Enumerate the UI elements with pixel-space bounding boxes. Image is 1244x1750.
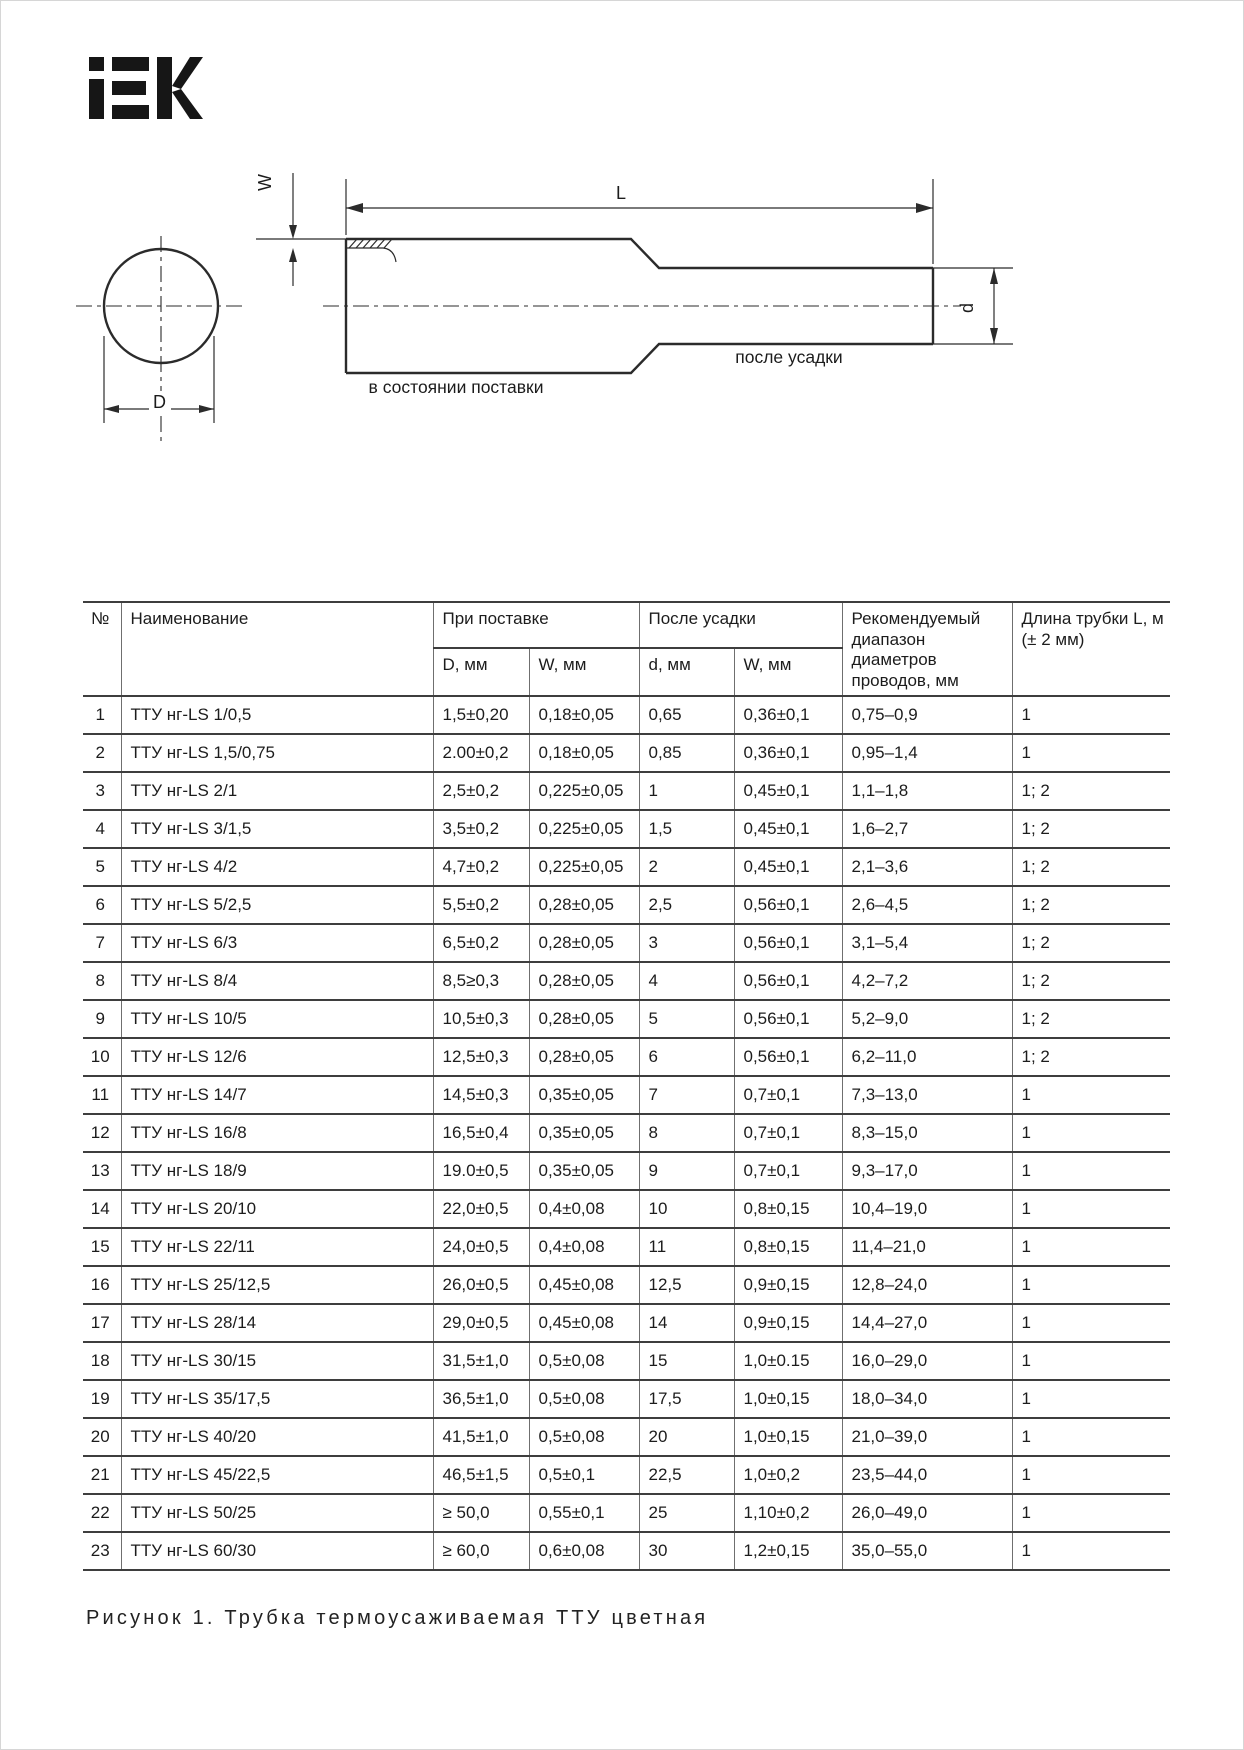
table-cell: 1,0±0,15 [734, 1380, 842, 1418]
table-cell: 23 [83, 1532, 121, 1570]
table-cell: 1; 2 [1012, 848, 1170, 886]
table-cell: ТТУ нг-LS 30/15 [121, 1342, 433, 1380]
table-cell: 0,35±0,05 [529, 1152, 639, 1190]
table-cell: ≥ 60,0 [433, 1532, 529, 1570]
table-cell: 0,7±0,1 [734, 1152, 842, 1190]
table-cell: 46,5±1,5 [433, 1456, 529, 1494]
table-cell: 0,45±0,1 [734, 772, 842, 810]
table-cell: 0,36±0,1 [734, 696, 842, 734]
table-cell: 1; 2 [1012, 1000, 1170, 1038]
table-cell: 10,4–19,0 [842, 1190, 1012, 1228]
table-cell: 2,6–4,5 [842, 886, 1012, 924]
col-header-range: Рекомендуемый диапазон диаметров проводов, мм [842, 602, 1012, 696]
table-cell: 0,56±0,1 [734, 886, 842, 924]
table-cell: 1; 2 [1012, 810, 1170, 848]
table-cell: 0,55±0,1 [529, 1494, 639, 1532]
table-cell: 1; 2 [1012, 924, 1170, 962]
table-cell: 4 [83, 810, 121, 848]
table-cell: 0,75–0,9 [842, 696, 1012, 734]
table-cell: 1 [1012, 1304, 1170, 1342]
table-cell: 1; 2 [1012, 962, 1170, 1000]
table-cell: 14 [639, 1304, 734, 1342]
table-cell: 5,2–9,0 [842, 1000, 1012, 1038]
table-cell: ТТУ нг-LS 35/17,5 [121, 1380, 433, 1418]
table-cell: 15 [639, 1342, 734, 1380]
table-cell: 1 [1012, 1190, 1170, 1228]
figure-caption: Рисунок 1. Трубка термоусаживаемая ТТУ цветная [86, 1607, 709, 1629]
table-cell: 2.00±0,2 [433, 734, 529, 772]
table-cell: 1 [1012, 696, 1170, 734]
table-cell: ТТУ нг-LS 8/4 [121, 962, 433, 1000]
table-cell: 0,225±0,05 [529, 848, 639, 886]
table-cell: ТТУ нг-LS 18/9 [121, 1152, 433, 1190]
table-cell: 14 [83, 1190, 121, 1228]
table-cell: 6 [83, 886, 121, 924]
table-cell: 16,0–29,0 [842, 1342, 1012, 1380]
table-cell: ТТУ нг-LS 60/30 [121, 1532, 433, 1570]
col-header-num: № [83, 602, 121, 696]
table-cell: 0,45±0,1 [734, 848, 842, 886]
table-row [83, 1532, 1170, 1570]
table-cell: 6,2–11,0 [842, 1038, 1012, 1076]
table-cell: 3 [83, 772, 121, 810]
table-cell: 1 [1012, 1076, 1170, 1114]
table-cell: 15 [83, 1228, 121, 1266]
table-cell: 8,3–15,0 [842, 1114, 1012, 1152]
table-cell: 26,0±0,5 [433, 1266, 529, 1304]
table-cell: 4,7±0,2 [433, 848, 529, 886]
col-group-at-delivery: При поставке [433, 602, 639, 648]
table-row [83, 1304, 1170, 1342]
table-cell: 3,5±0,2 [433, 810, 529, 848]
table-cell: 2 [639, 848, 734, 886]
table-cell: 0,4±0,08 [529, 1190, 639, 1228]
table-cell: 14,5±0,3 [433, 1076, 529, 1114]
supplied-state-label: в состоянии поставки [368, 377, 544, 397]
table-cell: ТТУ нг-LS 45/22,5 [121, 1456, 433, 1494]
table-cell: 31,5±1,0 [433, 1342, 529, 1380]
table-cell: 8 [83, 962, 121, 1000]
table-cell: 23,5–44,0 [842, 1456, 1012, 1494]
table-cell: 16,5±0,4 [433, 1114, 529, 1152]
table-cell: 22,0±0,5 [433, 1190, 529, 1228]
table-cell: ТТУ нг-LS 50/25 [121, 1494, 433, 1532]
table-cell: 18 [83, 1342, 121, 1380]
table-cell: ТТУ нг-LS 16/8 [121, 1114, 433, 1152]
table-cell: 17 [83, 1304, 121, 1342]
table-cell: 12,5±0,3 [433, 1038, 529, 1076]
dimension-label-D: D [153, 392, 166, 412]
table-cell: ТТУ нг-LS 14/7 [121, 1076, 433, 1114]
table-cell: 5 [639, 1000, 734, 1038]
table-cell: 3,1–5,4 [842, 924, 1012, 962]
table-cell: 30 [639, 1532, 734, 1570]
table-cell: 21,0–39,0 [842, 1418, 1012, 1456]
table-row [83, 848, 1170, 886]
table-row [83, 1456, 1170, 1494]
table-row [83, 696, 1170, 734]
table-cell: 0,45±0,08 [529, 1304, 639, 1342]
table-row [83, 1228, 1170, 1266]
table-cell: 1,5±0,20 [433, 696, 529, 734]
table-cell: 12,5 [639, 1266, 734, 1304]
table-cell: 2,5 [639, 886, 734, 924]
table-cell: 0,28±0,05 [529, 1000, 639, 1038]
col-header-W-mm2: W, мм [734, 648, 842, 696]
table-cell: 1 [1012, 1494, 1170, 1532]
table-cell: 5,5±0,2 [433, 886, 529, 924]
table-header [83, 602, 1170, 696]
table-cell: 1,6–2,7 [842, 810, 1012, 848]
table-cell: 1 [1012, 734, 1170, 772]
table-row [83, 810, 1170, 848]
iek-logo [89, 57, 203, 119]
table-cell: 1; 2 [1012, 772, 1170, 810]
table-cell: 0,45±0,08 [529, 1266, 639, 1304]
table-cell: 8 [639, 1114, 734, 1152]
table-row [83, 1418, 1170, 1456]
table-cell: 0,45±0,1 [734, 810, 842, 848]
table-row [83, 1494, 1170, 1532]
table-cell: ТТУ нг-LS 3/1,5 [121, 810, 433, 848]
table-cell: 0,18±0,05 [529, 734, 639, 772]
table-row [83, 1266, 1170, 1304]
col-header-length: Длина трубки L, м (± 2 мм) [1012, 602, 1170, 696]
table-cell: 0,28±0,05 [529, 1038, 639, 1076]
table-cell: 0,85 [639, 734, 734, 772]
table-row [83, 1000, 1170, 1038]
table-cell: 7,3–13,0 [842, 1076, 1012, 1114]
table-cell: 0,56±0,1 [734, 924, 842, 962]
table-cell: 1 [639, 772, 734, 810]
table-cell: 1; 2 [1012, 886, 1170, 924]
table-row [83, 1076, 1170, 1114]
table-cell: 0,225±0,05 [529, 810, 639, 848]
table-cell: ТТУ нг-LS 2/1 [121, 772, 433, 810]
col-header-W-mm: W, мм [529, 648, 639, 696]
table-cell: 14,4–27,0 [842, 1304, 1012, 1342]
table-cell: 1 [1012, 1228, 1170, 1266]
table-cell: 0,8±0,15 [734, 1228, 842, 1266]
table-cell: 2 [83, 734, 121, 772]
table-cell: 0,56±0,1 [734, 1000, 842, 1038]
table-cell: 1 [1012, 1342, 1170, 1380]
table-cell: 2,5±0,2 [433, 772, 529, 810]
table-row [83, 886, 1170, 924]
table-row [83, 1152, 1170, 1190]
table-cell: 13 [83, 1152, 121, 1190]
table-cell: 16 [83, 1266, 121, 1304]
table-cell: 35,0–55,0 [842, 1532, 1012, 1570]
table-cell: 36,5±1,0 [433, 1380, 529, 1418]
table-cell: 0,56±0,1 [734, 1038, 842, 1076]
table-cell: 1,5 [639, 810, 734, 848]
table-cell: 0,36±0,1 [734, 734, 842, 772]
table-cell: 1 [1012, 1266, 1170, 1304]
table-cell: ТТУ нг-LS 40/20 [121, 1418, 433, 1456]
table-row [83, 1380, 1170, 1418]
table-cell: ТТУ нг-LS 5/2,5 [121, 886, 433, 924]
table-cell: 0,35±0,05 [529, 1114, 639, 1152]
col-header-d-mm: d, мм [639, 648, 734, 696]
table-cell: 17,5 [639, 1380, 734, 1418]
table-cell: 19 [83, 1380, 121, 1418]
table-cell: 1; 2 [1012, 1038, 1170, 1076]
table-cell: 22,5 [639, 1456, 734, 1494]
table-cell: 1 [1012, 1456, 1170, 1494]
table-cell: 0,9±0,15 [734, 1266, 842, 1304]
dimension-label-d: d [957, 302, 977, 313]
table-cell: 0,6±0,08 [529, 1532, 639, 1570]
table-cell: 0,5±0,08 [529, 1380, 639, 1418]
col-header-D-mm: D, мм [433, 648, 529, 696]
table-cell: 0,28±0,05 [529, 962, 639, 1000]
table-cell: ТТУ нг-LS 1/0,5 [121, 696, 433, 734]
table-body [83, 696, 1170, 1570]
table-cell: ТТУ нг-LS 1,5/0,75 [121, 734, 433, 772]
tube-drawing [61, 151, 1081, 461]
table-cell: 0,9±0,15 [734, 1304, 842, 1342]
table-cell: 10 [639, 1190, 734, 1228]
table-row [83, 1114, 1170, 1152]
table-cell: 12 [83, 1114, 121, 1152]
table-cell: 8,5≥0,3 [433, 962, 529, 1000]
table-cell: 0,7±0,1 [734, 1076, 842, 1114]
table-row [83, 772, 1170, 810]
table-cell: 18,0–34,0 [842, 1380, 1012, 1418]
table-cell: 1 [1012, 1114, 1170, 1152]
table-row [83, 1038, 1170, 1076]
table-cell: 1 [1012, 1532, 1170, 1570]
table-cell: 0,28±0,05 [529, 924, 639, 962]
table-cell: 6,5±0,2 [433, 924, 529, 962]
table-cell: ТТУ нг-LS 20/10 [121, 1190, 433, 1228]
table-cell: 9,3–17,0 [842, 1152, 1012, 1190]
table-cell: 10,5±0,3 [433, 1000, 529, 1038]
table-cell: 0,5±0,1 [529, 1456, 639, 1494]
table-cell: ТТУ нг-LS 10/5 [121, 1000, 433, 1038]
table-cell: 1,1–1,8 [842, 772, 1012, 810]
table-cell: ТТУ нг-LS 4/2 [121, 848, 433, 886]
table-cell: 24,0±0,5 [433, 1228, 529, 1266]
table-cell: 11 [639, 1228, 734, 1266]
table-cell: 0,35±0,05 [529, 1076, 639, 1114]
wall-hatching [349, 239, 392, 248]
table-cell: 1 [1012, 1380, 1170, 1418]
table-cell: 12,8–24,0 [842, 1266, 1012, 1304]
table-cell: 9 [83, 1000, 121, 1038]
table-cell: 1,0±0,2 [734, 1456, 842, 1494]
table-cell: 20 [639, 1418, 734, 1456]
table-cell: ТТУ нг-LS 6/3 [121, 924, 433, 962]
col-header-name: Наименование [121, 602, 433, 696]
table-cell: 0,5±0,08 [529, 1342, 639, 1380]
table-row [83, 1190, 1170, 1228]
table-cell: 0,225±0,05 [529, 772, 639, 810]
table-cell: 26,0–49,0 [842, 1494, 1012, 1532]
col-group-after-shrink: После усадки [639, 602, 842, 648]
table-cell: 0,5±0,08 [529, 1418, 639, 1456]
table-cell: 0,8±0,15 [734, 1190, 842, 1228]
table-cell: 1 [1012, 1152, 1170, 1190]
table-cell: 2,1–3,6 [842, 848, 1012, 886]
dimension-label-L: L [616, 183, 627, 203]
table-cell: 5 [83, 848, 121, 886]
table-cell: 10 [83, 1038, 121, 1076]
table-cell: 29,0±0,5 [433, 1304, 529, 1342]
table-cell: 0,7±0,1 [734, 1114, 842, 1152]
table-row [83, 962, 1170, 1000]
table-cell: ТТУ нг-LS 28/14 [121, 1304, 433, 1342]
dimension-label-W: W [255, 174, 275, 191]
iek-logo-icon [89, 57, 203, 119]
table-cell: 1,10±0,2 [734, 1494, 842, 1532]
spec-table [83, 601, 1170, 1571]
table-cell: 21 [83, 1456, 121, 1494]
table-cell: 7 [639, 1076, 734, 1114]
table-cell: 11,4–21,0 [842, 1228, 1012, 1266]
table-cell: 25 [639, 1494, 734, 1532]
table-cell: 0,65 [639, 696, 734, 734]
table-cell: 1 [1012, 1418, 1170, 1456]
table-cell: 0,4±0,08 [529, 1228, 639, 1266]
table-cell: 1,2±0,15 [734, 1532, 842, 1570]
table-cell: 11 [83, 1076, 121, 1114]
table-cell: 6 [639, 1038, 734, 1076]
table-cell: 41,5±1,0 [433, 1418, 529, 1456]
table-cell: 19.0±0,5 [433, 1152, 529, 1190]
table-cell: 3 [639, 924, 734, 962]
table-cell: ≥ 50,0 [433, 1494, 529, 1532]
table-cell: 4 [639, 962, 734, 1000]
table-cell: 1,0±0,15 [734, 1418, 842, 1456]
table-row [83, 734, 1170, 772]
table-cell: 7 [83, 924, 121, 962]
table-row [83, 1342, 1170, 1380]
shrunk-state-label: после усадки [735, 347, 843, 367]
table-cell: 4,2–7,2 [842, 962, 1012, 1000]
table-cell: 20 [83, 1418, 121, 1456]
table-cell: 0,95–1,4 [842, 734, 1012, 772]
table-cell: 1,0±0.15 [734, 1342, 842, 1380]
table-cell: ТТУ нг-LS 12/6 [121, 1038, 433, 1076]
table-cell: 0,28±0,05 [529, 886, 639, 924]
table-cell: 1 [83, 696, 121, 734]
table-cell: 0,18±0,05 [529, 696, 639, 734]
table-cell: 0,56±0,1 [734, 962, 842, 1000]
table-row [83, 924, 1170, 962]
table-cell: 9 [639, 1152, 734, 1190]
table-cell: ТТУ нг-LS 25/12,5 [121, 1266, 433, 1304]
table-cell: 22 [83, 1494, 121, 1532]
table-cell: ТТУ нг-LS 22/11 [121, 1228, 433, 1266]
